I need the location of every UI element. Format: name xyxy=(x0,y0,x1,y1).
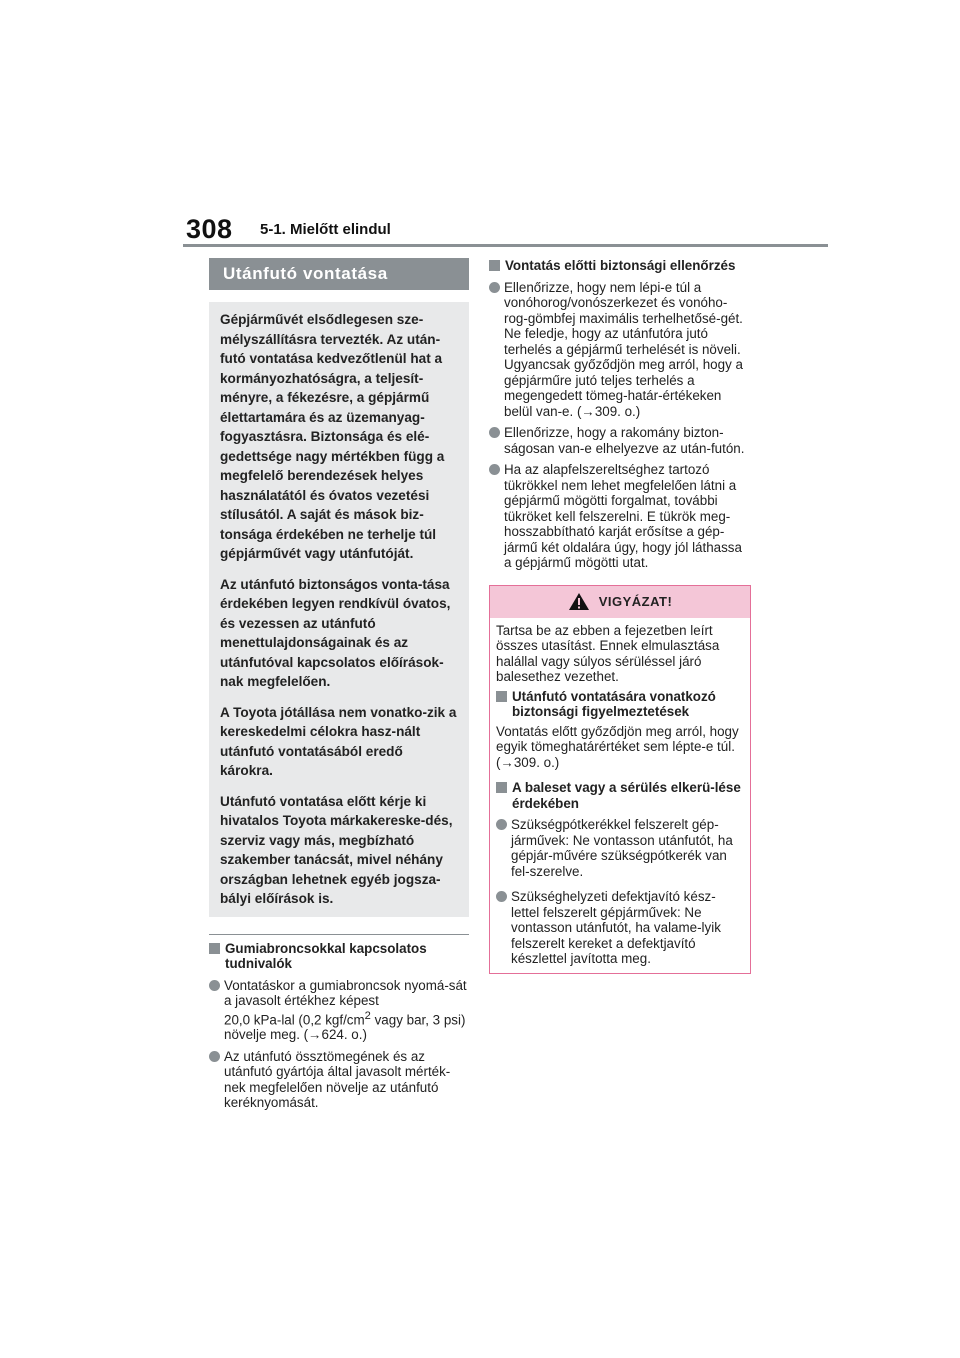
warning-bullet-1: Szükségpótkerékkel felszerelt gép-járművek: Ne vontasson utánfutót, ha gépjár-művére szükségpótkerék van fel-szerelve. xyxy=(496,817,743,879)
tire-bullet-2: Az utánfutó össztömegének és az utánfutó gyártója által javasolt mérték-nek megfelelően növelje az utánfutó keréknyomását. xyxy=(209,1049,469,1111)
warning-header xyxy=(490,586,750,618)
warning-body xyxy=(490,618,750,973)
round-bullet-icon xyxy=(489,282,500,293)
round-bullet-icon xyxy=(489,427,500,438)
warning-box xyxy=(489,585,751,974)
tire-bullet-1: Vontatáskor a gumiabroncsok nyomá-sát a javasolt értékhez képest 20,0 kPa-lal (0,2 kgf/$cm^2$ vagy bar, 3 psi) növelje meg. (→624. o.) xyxy=(209,978,469,1043)
page-ref-link[interactable]: 624. o.) xyxy=(321,1027,367,1043)
square-bullet-icon xyxy=(489,260,500,271)
intro-paragraph: A Toyota jótállása nem vonatko-zik a kereskedelmi célokra hasz-nált utánfutó vontatásából eredő károkra. xyxy=(220,704,457,778)
intro-paragraph: Az utánfutó biztonságos vonta-tása érdekében legyen rendkívül óvatos, és vezessen az utánfutó menettulajdonságainak és az utánfutóval kapcsolatos előírások-nak megfelelően. xyxy=(220,576,451,689)
warning-heading-2: A baleset vagy a sérülés elkerü-lése érdekében xyxy=(496,780,743,811)
divider xyxy=(209,934,469,935)
left-column xyxy=(209,258,469,1111)
intro-box xyxy=(209,302,469,917)
warning-title: VIGYÁZAT! xyxy=(598,594,673,609)
page-number: 308 xyxy=(186,214,233,244)
arrow-icon: → xyxy=(500,754,514,770)
page-header xyxy=(183,214,828,248)
intro-paragraph: Utánfutó vontatása előtt kérje ki hivatalos Toyota márkakereske-dés, szerviz vagy más, megbízható szakember tanácsát, mivel néhány országban lehetnek egyéb jogsza-bályi előírások is. xyxy=(220,793,453,906)
square-bullet-icon xyxy=(496,782,507,793)
safety-bullet-3: Ha az alapfelszereltséghez tartozó tükrökkel nem lehet megfelelően látni a gépjármű mögötti forgalmat, további tükröket kell felszerelni. E tükrök meg-hosszabbítható karját erősítse a gép-jármű két oldalára úgy, hogy jól láthassa a gépjármű mögötti utat. xyxy=(489,462,751,571)
round-bullet-icon xyxy=(209,1051,220,1062)
safety-bullet-2: Ellenőrizze, hogy a rakomány bizton-ságosan van-e elhelyezve az után-futón. xyxy=(489,425,751,456)
header-rule xyxy=(183,244,828,247)
arrow-icon: → xyxy=(308,1027,322,1043)
right-column xyxy=(489,258,751,974)
chapter-title: Utánfutó vontatása xyxy=(209,258,469,290)
safety-bullet-1: Ellenőrizze, hogy nem lépi-e túl a vonóhorog/vonószerkezet és vonóho-rog-gömbfej maximális terhelhetősé-gét. Ne feledje, hogy az utánfutóra jutó terhelés a gépjármű terhelését is növeli. Ugyancsak győződjön meg arról, hogy a gépjárműre jutó teljes terhelés a megengedett tömeg-határ-értékeken belül van-e. (→309. o.) xyxy=(489,280,751,420)
page-ref-link[interactable]: 309. o.) xyxy=(513,754,560,770)
tire-heading: Gumiabroncsokkal kapcsolatos tudnivalók xyxy=(209,941,469,972)
round-bullet-icon xyxy=(489,464,500,475)
intro-paragraph: Gépjárművét elsődlegesen sze-mélyszállításra tervezték. Az után-futó vontatása kedvezőtlenül hat a kormányozhatóságra, a teljesít-ményre, a fékezésre, a gépjármű élettartamára és az üzemanyag-fogyasztásra. Biztonsága és elé-gedettsége nagy mértékben függ a megfelelő berendezések helyes használatától és óvatos vezetési stílusától. A saját és mások biz-tonsága érdekében ne terhelje túl gépjárművét vagy utánfutóját. xyxy=(220,312,445,561)
warning-bullet-2: Szükséghelyzeti defektjavító kész-lettel felszerelt gépjárművek: Ne vontasson utánfutót, ha valame-lyik felszerelt kereket a defektjavító készlettel javította meg. xyxy=(496,889,743,967)
square-bullet-icon xyxy=(496,691,507,702)
round-bullet-icon xyxy=(496,891,507,902)
round-bullet-icon xyxy=(496,819,507,830)
round-bullet-icon xyxy=(209,980,220,991)
arrow-icon: → xyxy=(581,403,595,419)
square-bullet-icon xyxy=(209,943,220,954)
page-ref-link[interactable]: 309. o.) xyxy=(594,403,641,419)
warning-intro: Tartsa be az ebben a fejezetben leírt összes utasítást. Ennek elmulasztása halállal vagy súlyos sérüléssel járó balesethez vezethet. xyxy=(496,622,720,684)
section-title: 5-1. Mielőtt elindul xyxy=(260,221,391,238)
warning-triangle-icon xyxy=(568,592,590,611)
safety-heading: Vontatás előtti biztonsági ellenőrzés xyxy=(489,258,751,274)
warning-paragraph: Vontatás előtt győződjön meg arról, hogy egyik tömeghatárértéket sem lépte-e túl. (→309. o.) xyxy=(496,723,739,770)
warning-heading-1: Utánfutó vontatására vonatkozó biztonsági figyelmeztetések xyxy=(496,689,743,720)
